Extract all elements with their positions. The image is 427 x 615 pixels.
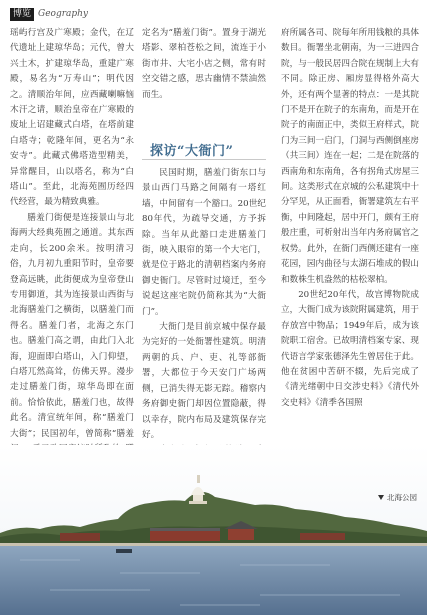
text-column-2-body xyxy=(142,166,266,490)
paragraph: 大衙门是目前京城中保存最为完好的一处衙署性建筑。明清两朝的兵、户、吏、礼等部衙署，大都位于今天安门广场两侧，已消失得无影无踪。稽察内务府御史衙门却因位置隐蔽，得以幸存，院内布局及建筑保存完好。 xyxy=(142,322,266,440)
paragraph: 定名为“膳羞门街”。置身于湖光塔影、翠柏苍松之间，流连于小街市井、大宅小店之侧，常有时空交错之感，思古幽情不禁油然而生。 xyxy=(142,28,266,100)
paragraph: 府所属各司、院每年所用钱粮的具体数目。衙署坐北朝南，为一三进四合院，与一般民居四合院在规制上大有不同。除正房、厢房显得格外高大外，还有两个显著的特点：一是其院门不是开在院子的东南角，而是开在院子的南面正中，类似王府样式，院门为三间一启门，门洞与西侧倒座房（共三间）连在一起；二是在院落的西南角和东南角，各有拐角式房屋三间。这类形式在京城的公私建筑中十分罕见，从正面看，衙署建筑左右平衡，中间隆起，居中开门，颇有王府般庄重，可析射出当年内务府属官之权势。此外，在衙门西侧还建有一座花园，园内曲径与太湖石堆成的假山和数株生机盎然的枯松翠柏。 xyxy=(281,28,419,285)
beihai-park-photo xyxy=(0,445,427,615)
paragraph: 民国时期，膳羞门街东口与景山西门马路之间隔有一塔红墙，中间留有一个豁口。20世纪80年代，为疏导交通，方予拆除。当年从此豁口走进膳羞门街，映入眼帘的第一个大宅门，就是位于路北的清朝档案内务府御史衙门。尽管时过境迁，至今说起这座宅院仍简称其为“大衙门”。 xyxy=(142,168,266,317)
triangle-down-icon xyxy=(378,495,384,500)
paragraph: 瑶屿行宫及广寒殿；金代，在辽代遗址上建琼华岛；元代，曾大兴土木，扩建琼华岛，重建广寒殿，易名为“万寿山”；明代因之。清顺治年间，应西藏喇嘛恼木汗之请，顺治皇帝在广寒殿的废址上诏建藏式白塔，在塔前建白塔寺；乾隆年间，更名为“永安寺”。此藏式佛塔造型精美，异常醒目，山以塔名，称为“白塔山”。至此，北海苑囿历经四代经营，最为精致典雅。 xyxy=(10,28,134,208)
section-name: Geography xyxy=(38,9,89,19)
caption-text: 北海公园 xyxy=(387,493,417,502)
text-column-1 xyxy=(10,26,134,473)
page-header xyxy=(10,7,88,21)
lake-landscape-image xyxy=(0,445,427,615)
text-column-3 xyxy=(281,26,419,411)
divider xyxy=(142,159,266,160)
paragraph: 膳羞门街便是连接景山与北海两大经典苑囿之通道。其东西走向，长200余米。按明清习俗，九月初九重阳节时，皇帝要登高远眺，此街便成为皇帝登山专用御道，其为连接景山西街与北海膳羞门之横街，以膳羞门而得名。膳羞门者，北海之东门也。膳羞门高之谓，由此门入北海，迎面即白塔山，入门仰望，白塔兀然高耸，仿佛天界。漫步走过膳羞门街，琼华岛即在面前。恰恰依此，膳羞门也，故得此名。清宣统年间，称“膳羞门大街”；民国初年，曾简称“膳羞 xyxy=(10,212,134,439)
text-column-2 xyxy=(142,26,266,103)
subheading: 探访“大衙门” xyxy=(150,144,234,159)
photo-caption xyxy=(378,492,417,503)
section-tag: 博览 xyxy=(10,8,34,21)
paragraph: 20世纪20年代，故宫博物院成立，大衙门成为该院附属建筑，用于存放宫中物品；1949年后，成为该院职工宿舍。已故明清档案专家、现代语言学家张德泽先生曾居住于此。他在贫困中苦研不辍，先后完成了《清光绪朝中日交涉史料》《清代外交史料》《清季各国照 xyxy=(281,289,419,408)
